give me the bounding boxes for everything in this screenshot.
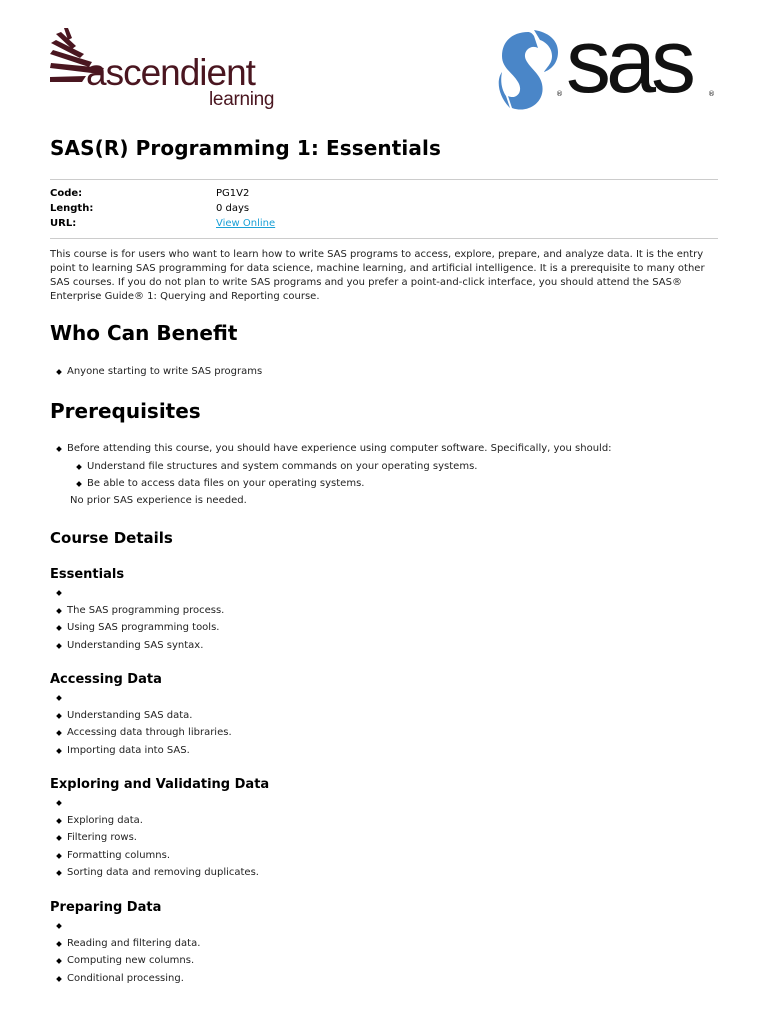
course-description: This course is for users who want to learn how to write SAS programs to access, explore, prepare, and analyze data. It is the entry point to learning SAS programming for data science, machine learning, and artificial intelligence. It is a prerequisite to many other SAS courses. If you do not plan to write SAS programs and you prefer a point-and-click interface, you should attend the SAS® Enterprise Guide® 1: Querying and Reporting course. <box>50 249 705 302</box>
sas-registered-mark-2: ® <box>708 90 715 98</box>
list-item: Understanding SAS syntax. <box>50 637 224 655</box>
view-online-link[interactable]: View Online <box>216 218 276 229</box>
section-list-accessing-data <box>50 689 232 759</box>
course-title: SAS(R) Programming 1: Essentials <box>50 136 441 160</box>
list-item: Sorting data and removing duplicates. <box>50 864 259 882</box>
meta-row-code <box>50 186 718 201</box>
ascendient-logo-subtext: learning <box>209 89 275 110</box>
ascendient-learning-logo <box>50 26 290 116</box>
meta-row-length <box>50 201 718 216</box>
prerequisites-heading: Prerequisites <box>50 399 201 423</box>
sas-logo <box>494 12 718 118</box>
section-heading-exploring-validating-data: Exploring and Validating Data <box>50 777 270 792</box>
length-label: Length: <box>50 203 94 214</box>
list-item: The SAS programming process. <box>50 602 224 620</box>
list-item: Formatting columns. <box>50 847 259 865</box>
length-value: 0 days <box>216 203 250 214</box>
sas-registered-mark: ® <box>556 90 563 98</box>
list-item: Filtering rows. <box>50 829 259 847</box>
list-item <box>50 917 200 935</box>
course-meta-table <box>50 186 718 231</box>
list-item: Exploring data. <box>50 812 259 830</box>
section-list-exploring-validating-data <box>50 794 259 882</box>
list-item <box>50 794 259 812</box>
list-item <box>50 689 232 707</box>
section-heading-preparing-data: Preparing Data <box>50 900 162 915</box>
meta-row-url <box>50 216 718 231</box>
list-item: Understanding SAS data. <box>50 707 232 725</box>
list-item: Conditional processing. <box>50 970 200 988</box>
list-item: Before attending this course, you should have experience using computer software. Specifically, you should: <box>50 440 612 458</box>
ascendient-logo-text: ascendient <box>86 52 255 93</box>
who-can-benefit-heading: Who Can Benefit <box>50 321 238 345</box>
list-item <box>50 584 224 602</box>
prerequisites-sublist <box>50 458 612 493</box>
list-item: Computing new columns. <box>50 952 200 970</box>
section-heading-essentials: Essentials <box>50 567 125 582</box>
code-value: PG1V2 <box>216 188 250 199</box>
section-list-essentials <box>50 584 224 654</box>
list-item: Understand file structures and system commands on your operating systems. <box>50 458 612 476</box>
section-heading-accessing-data: Accessing Data <box>50 672 162 687</box>
list-item: Importing data into SAS. <box>50 742 232 760</box>
section-list-preparing-data <box>50 917 200 987</box>
course-details-heading: Course Details <box>50 529 173 547</box>
list-item: Accessing data through libraries. <box>50 724 232 742</box>
code-label: Code: <box>50 188 83 199</box>
who-can-benefit-list <box>50 363 262 381</box>
sas-logo-text: sas <box>566 12 692 112</box>
divider-top <box>50 179 718 180</box>
prerequisites-list <box>50 440 612 493</box>
divider-bottom <box>50 238 718 239</box>
list-item: Using SAS programming tools. <box>50 619 224 637</box>
sas-swirl-icon <box>494 26 560 116</box>
list-item: Anyone starting to write SAS programs <box>50 363 262 381</box>
prerequisites-note: No prior SAS experience is needed. <box>70 495 247 506</box>
url-label: URL: <box>50 218 77 229</box>
list-item: Be able to access data files on your operating systems. <box>50 475 612 493</box>
list-item: Reading and filtering data. <box>50 935 200 953</box>
